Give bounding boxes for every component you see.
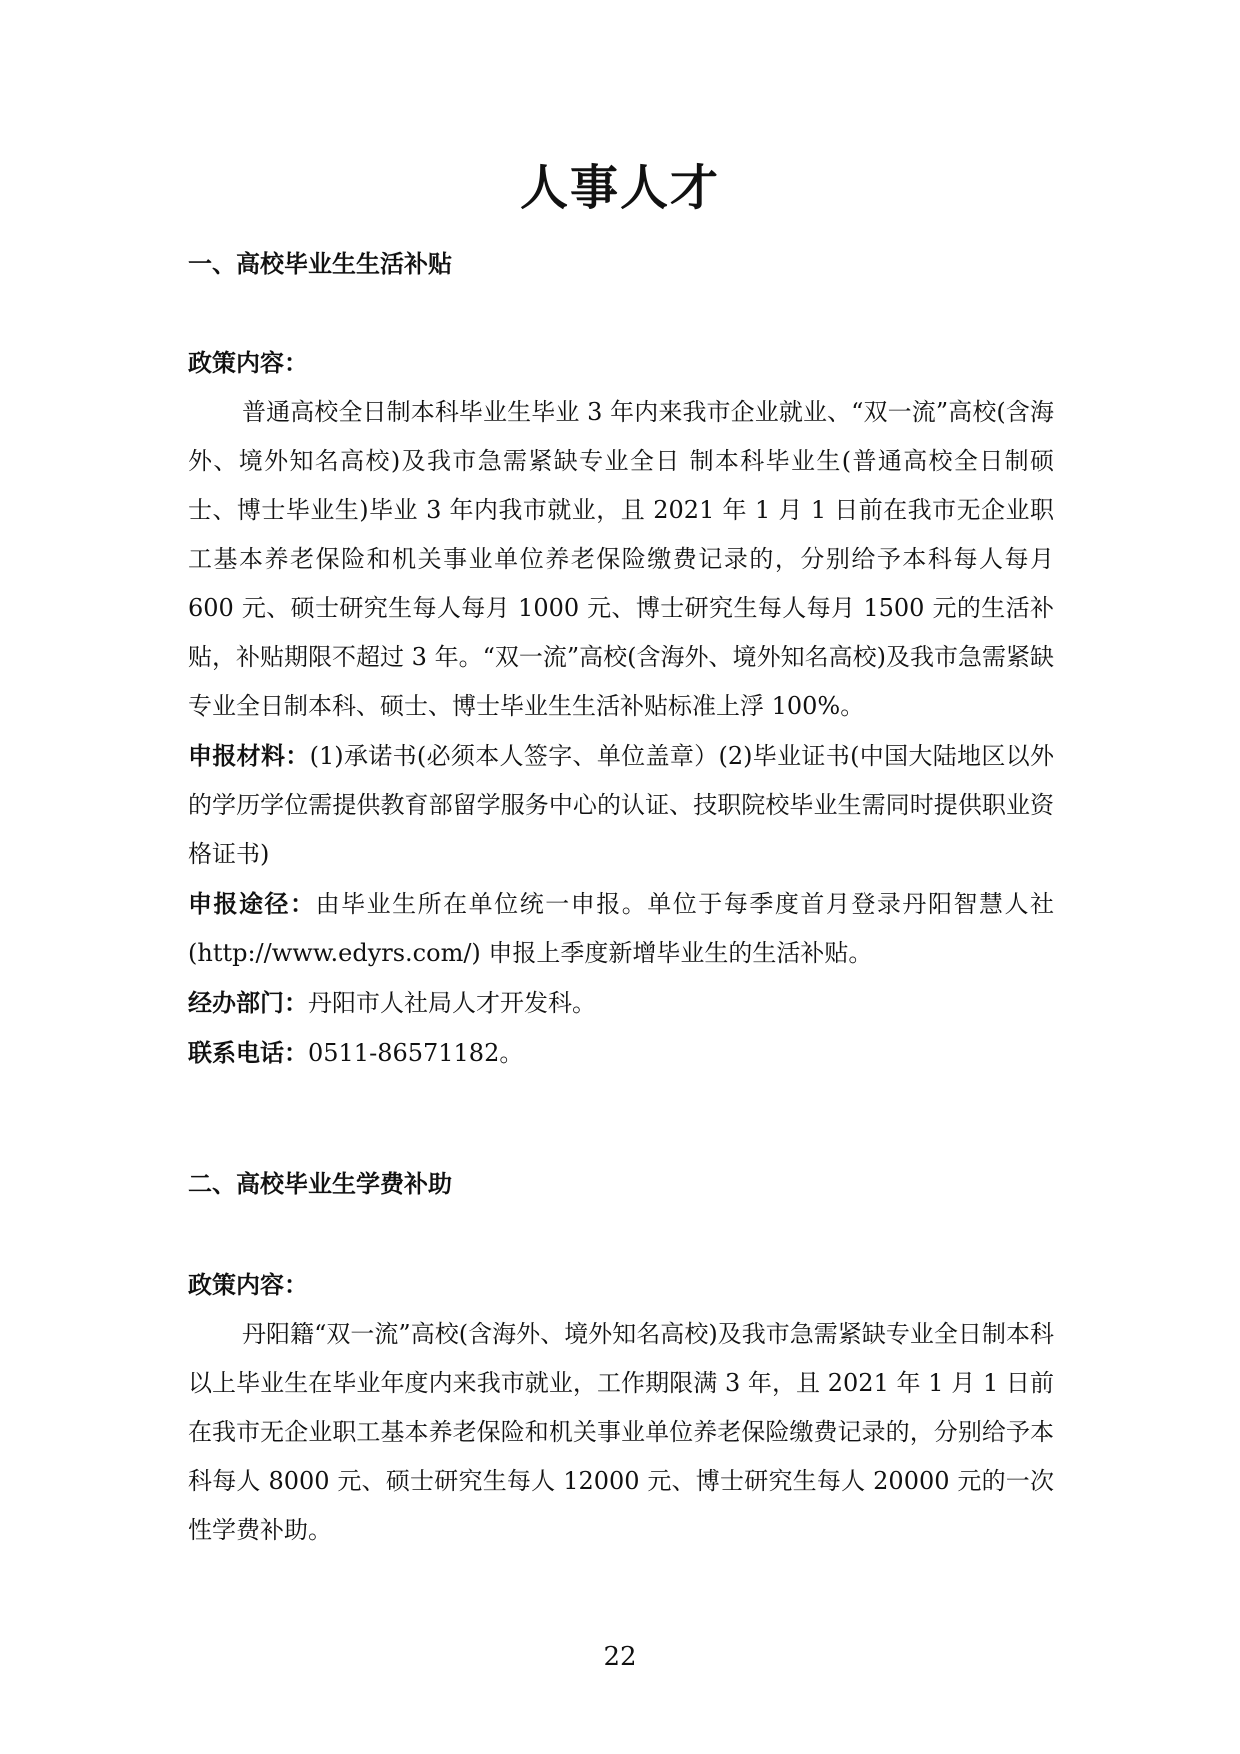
page-title: 人事人才 [519, 160, 720, 216]
application-materials [188, 731, 1054, 879]
policy-content-label: 政策内容： [188, 1270, 308, 1299]
section-heading-tuition-subsidy: 二、高校毕业生学费补助 [188, 1169, 452, 1198]
policy-content-text: 丹阳籍“双一流”高校(含海外、境外知名高校)及我市急需紧缺专业全日制本科以上毕业生在毕业年度内来我市就业，工作期限满 3 年，且 2021 年 1 月 1 日前在我市无企业职工基本养老保险和机关事业单位养老保险缴费记录的，分别给予本科每人 8000 元、硕士研究生每人 12000 元、博士研究生每人 20000 元的一次性学费补助。 [188, 1320, 1054, 1544]
application-route-label: 申报途径： [188, 889, 316, 918]
application-route-text: 由毕业生所在单位统一申报。单位于每季度首月登录丹阳智慧人社 (http://www.edyrs.com/) 申报上季度新增毕业生的生活补贴。 [188, 890, 1055, 967]
policy-content-label: 政策内容： [188, 348, 308, 377]
application-route [188, 879, 1054, 978]
policy-content-text: 普通高校全日制本科毕业生毕业 3 年内来我市企业就业、“双一流”高校(含海外、境外知名高校)及我市急需紧缺专业全日 制本科毕业生(普通高校全日制硕士、博士毕业生)毕业 3 年内我市就业，且 2021 年 1 月 1 日前在我市无企业职工基本养老保险和机关事业单位养老保险缴费记录的，分别给予本科每人每月 600 元、硕士研究生每人每月 1000 元、博士研究生每人每月 1500 元的生活补贴，补贴期限不超过 3 年。“双一流”高校(含海外、境外知名高校)及我市急需紧缺专业全日制本科、硕士、博士毕业生生活补贴标准上浮 100%。 [188, 398, 1054, 720]
application-materials-text: (1)承诺书(必须本人签字、单位盖章）(2)毕业证书(中国大陆地区以外的学历学位需提供教育部留学服务中心的认证、技职院校毕业生需同时提供职业资格证书) [188, 742, 1055, 868]
section-heading-living-subsidy: 一、高校毕业生生活补贴 [188, 249, 452, 278]
contact-phone-text: 0511-86571182。 [308, 1039, 524, 1067]
handling-department [188, 978, 1054, 1028]
contact-phone-label: 联系电话： [188, 1038, 308, 1067]
section-body-living-subsidy [188, 338, 1054, 1078]
handling-department-label: 经办部门： [188, 988, 308, 1017]
handling-department-text: 丹阳市人社局人才开发科。 [308, 989, 596, 1017]
section-body-tuition-subsidy [188, 1260, 1054, 1555]
page-number: 22 [603, 1642, 637, 1672]
contact-phone [188, 1028, 1054, 1078]
application-materials-label: 申报材料： [188, 741, 310, 770]
